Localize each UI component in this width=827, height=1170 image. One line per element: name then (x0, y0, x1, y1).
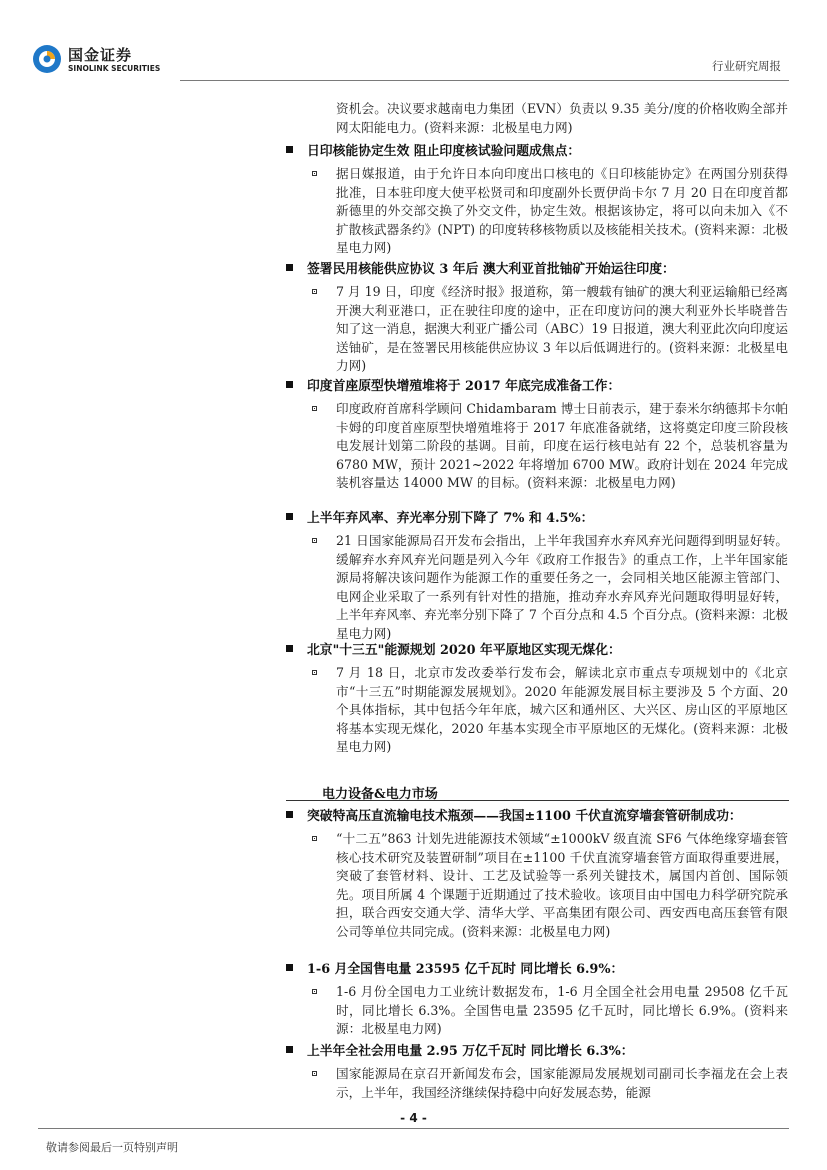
news-item-body: 7 月 18 日，北京市发改委举行发布会，解读北京市重点专项规划中的《北京市“十三五”时期能源发展规划》。2020 年能源发展目标主要涉及 5 个方面、20 个具体指标，其中包括今年年底，城六区和通州区、大兴区、房山区的平原地区将基本实现无煤化，2020 年基本实现全市平原地区的无煤化。(资料来源：北极星电力网) (312, 664, 788, 757)
sinolink-logo-icon (32, 44, 62, 74)
square-bullet-icon (286, 1046, 293, 1053)
section-heading: 电力设备&电力市场 (322, 787, 438, 802)
news-item-title: 印度首座原型快增殖堆将于 2017 年底完成准备工作： (286, 378, 620, 396)
small-bullet-icon (312, 171, 317, 176)
small-bullet-icon (312, 836, 317, 841)
small-bullet-icon (312, 538, 317, 543)
news-item-title: 北京"十三五"能源规划 2020 年平原地区实现无煤化： (286, 642, 621, 660)
news-item-body: 印度政府首席科学顾问 Chidambaram 博士日前表示，建于泰米尔纳德邦卡尔帕卡姆的印度首座原型快增殖堆将于 2017 年底准备就绪，这将奠定印度三阶段核电发展计划第二阶段的基调。目前，印度在运行核电站有 22 个，总装机容量为 6780 MW，预计 2021~2022 年将增加 6700 MW。政府计划在 2024 年完成装机容量达 14000 MW 的目标。(资料来源：北极星电力网) (312, 400, 788, 493)
news-item-title: 签署民用核能供应协议 3 年后 澳大利亚首批铀矿开始运往印度： (286, 261, 675, 279)
news-item-body: 1-6 月份全国电力工业统计数据发布，1-6 月全国全社会用电量 29508 亿千瓦时，同比增长 6.3%。全国售电量 23595 亿千瓦时，同比增长 6.9%。(资料来源：北极星电力网) (312, 983, 788, 1039)
square-bullet-icon (286, 513, 293, 520)
continued-paragraph: 资机会。决议要求越南电力集团（EVN）负责以 9.35 美分/度的价格收购全部并网太阳能电力。(资料来源：北极星电力网) (336, 101, 788, 135)
news-item-body: 国家能源局在京召开新闻发布会，国家能源局发展规划司副司长李福龙在会上表示，上半年，我国经济继续保持稳中向好发展态势，能源 (312, 1065, 788, 1102)
square-bullet-icon (286, 964, 293, 971)
report-type-label: 行业研究周报 (712, 59, 781, 73)
news-item-title: 上半年弃风率、弃光率分别下降了 7% 和 4.5%： (286, 510, 593, 528)
small-bullet-icon (312, 1071, 317, 1076)
disclaimer-note: 敬请参阅最后一页特别声明 (46, 1141, 178, 1154)
logo-chinese-name: 国金证券 (68, 46, 133, 64)
small-bullet-icon (312, 989, 317, 994)
small-bullet-icon (312, 289, 317, 294)
square-bullet-icon (286, 146, 293, 153)
news-item-body: 7 月 19 日，印度《经济时报》报道称，第一艘载有铀矿的澳大利亚运输船已经离开澳大利亚港口，正在驶往印度的途中，正在印度访问的澳大利亚外长毕晓普告知了这一消息，据澳大利亚广播公司（ABC）19 日报道，澳大利亚此次向印度运送铀矿，是在签署民用核能供应协议 3 年以后低调进行的。(资料来源：北极星电力网) (312, 283, 788, 376)
small-bullet-icon (312, 406, 317, 411)
square-bullet-icon (286, 381, 293, 388)
section-divider (286, 800, 789, 801)
page-number: - 4 - (400, 1111, 427, 1125)
news-item-body: “十二五”863 计划先进能源技术领域“±1000kV 级直流 SF6 气体绝缘穿墙套管核心技术研究及装置研制”项目在±1100 千伏直流穿墙套管方面取得重要进展，突破了套管材料、设计、工艺及试验等一系列关键技术，属国内首创、国际领先。项目所属 4 个课题于近期通过了技术验收。该项目由中国电力科学研究院承担，联合西安交通大学、清华大学、平高集团有限公司、西安西电高压套管有限公司等单位共同完成。(资料来源：北极星电力网) (312, 830, 788, 941)
small-bullet-icon (312, 670, 317, 675)
news-item-title: 上半年全社会用电量 2.95 万亿千瓦时 同比增长 6.3%： (286, 1043, 634, 1061)
square-bullet-icon (286, 264, 293, 271)
news-item-body: 据日媒报道，由于允许日本向印度出口核电的《日印核能协定》在两国分别获得批准，日本驻印度大使平松贤司和印度副外长贾伊尚卡尔 7 月 20 日在印度首都新德里的外交部交换了外交文件，协定生效。根据该协定，将可以向未加入《不扩散核武器条约》(NPT) 的印度转移核物质以及核能相关技术。(资料来源：北极星电力网) (312, 165, 788, 258)
news-item-body: 21 日国家能源局召开发布会指出，上半年我国弃水弃风弃光问题得到明显好转。缓解弃水弃风弃光问题是列入今年《政府工作报告》的重点工作，上半年国家能源局将解决该问题作为能源工作的重要任务之一，会同相关地区能源主管部门、电网企业采取了一系列有针对性的措施，推动弃水弃风弃光问题取得明显好转，上半年弃风率、弃光率分别下降了 7 个百分点和 4.5 个百分点。(资料来源：北极星电力网) (312, 532, 788, 643)
square-bullet-icon (286, 645, 293, 652)
logo-english-name: SINOLINK SECURITIES (68, 64, 161, 73)
news-item-title: 突破特高压直流输电技术瓶颈——我国±1100 千伏直流穿墙套管研制成功： (286, 808, 742, 826)
header-divider (180, 80, 789, 81)
page-header (0, 0, 827, 82)
square-bullet-icon (286, 811, 293, 818)
news-item-title: 日印核能协定生效 阻止印度核试验问题成焦点： (286, 143, 580, 161)
company-logo (32, 44, 172, 78)
footer-divider (38, 1128, 789, 1129)
news-item-title: 1-6 月全国售电量 23595 亿千瓦时 同比增长 6.9%： (286, 961, 623, 979)
